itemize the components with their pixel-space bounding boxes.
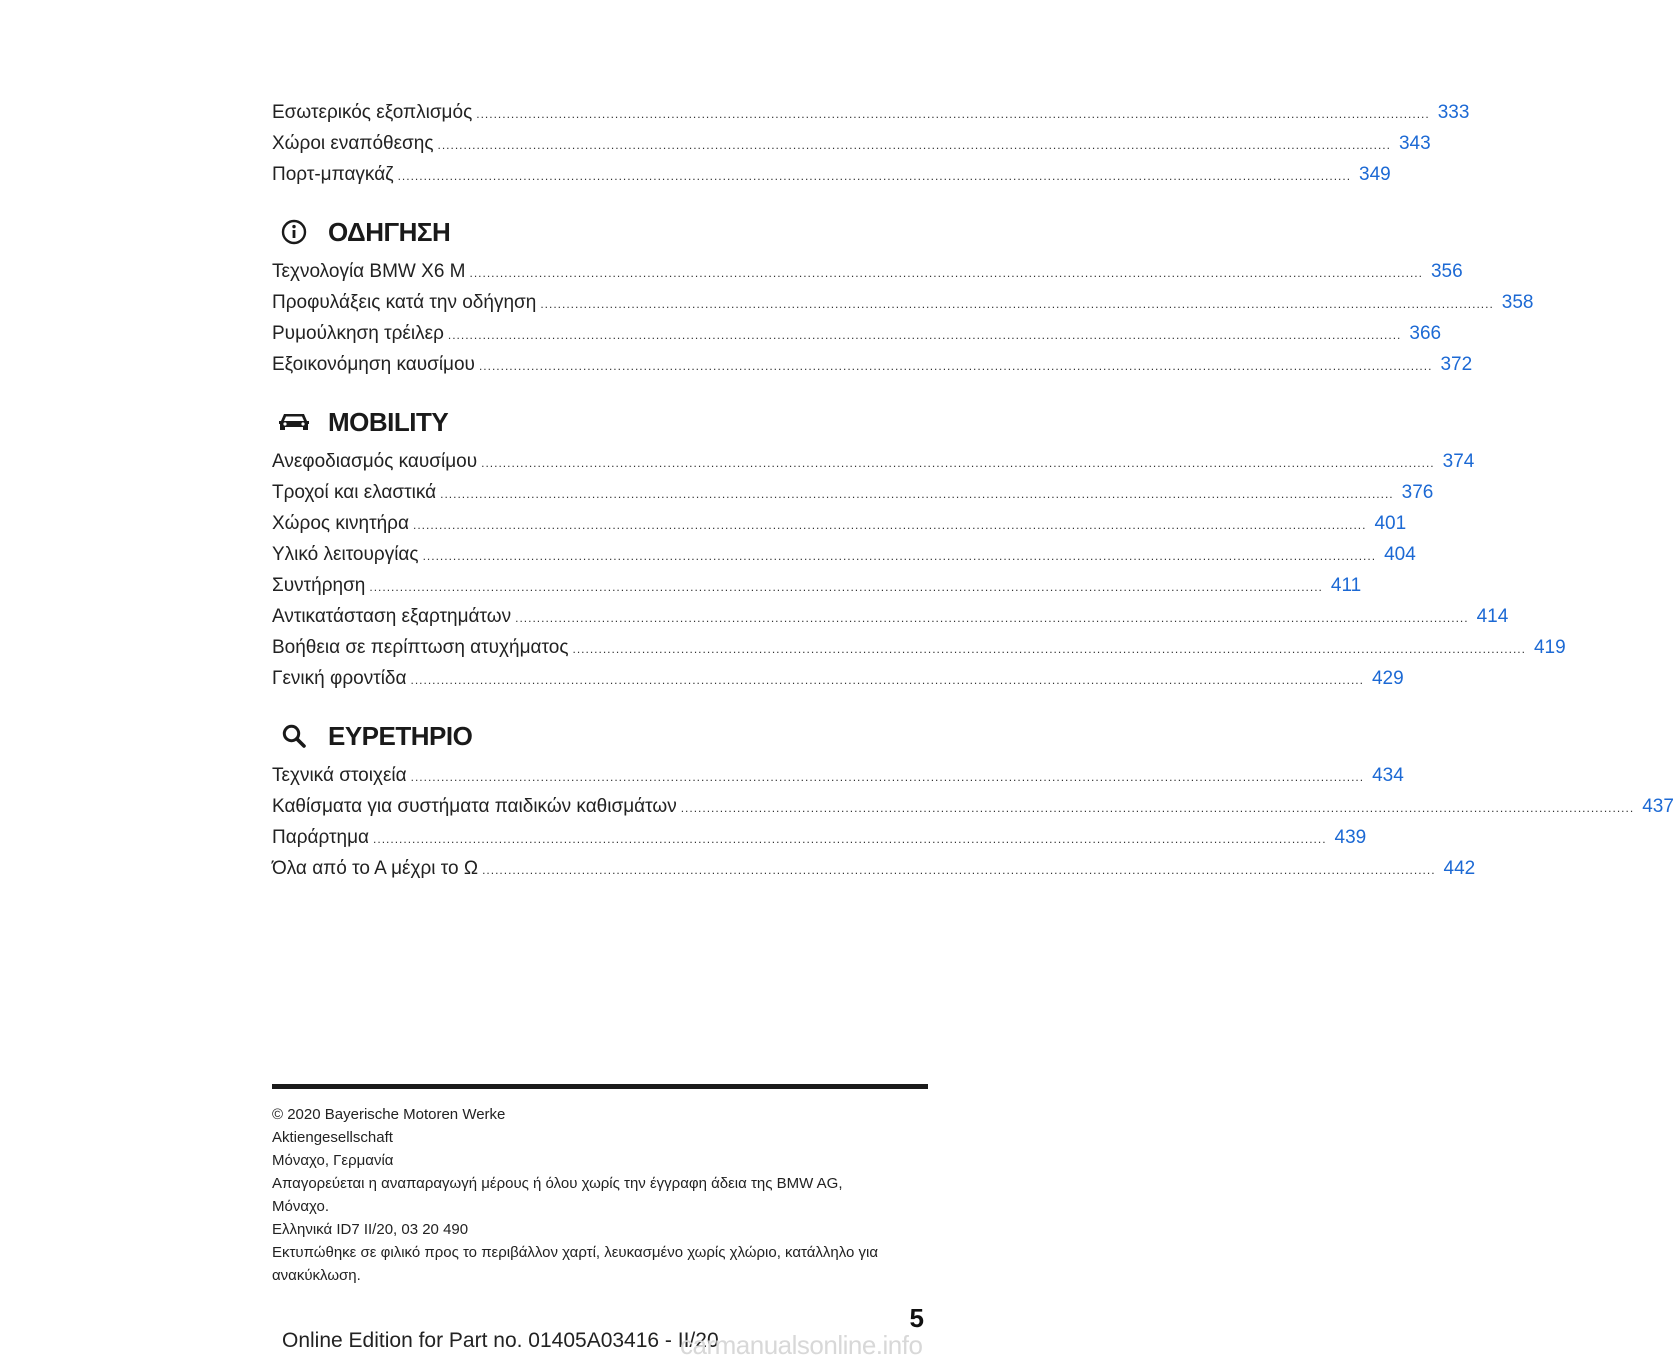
- footer-notes: [272, 1103, 912, 1287]
- dot-leader: ............................................................................................................................................................................................................................: [410, 770, 1365, 784]
- toc-entry[interactable]: [272, 102, 1470, 133]
- toc-entry-title: Όλα από το Α μέχρι το Ω: [272, 858, 479, 879]
- dot-leader: ............................................................................................................................................................................................................................: [397, 169, 1352, 183]
- toc-entry[interactable]: [272, 482, 1434, 513]
- toc-entry[interactable]: [272, 575, 1362, 606]
- toc-page-link[interactable]: 366: [1409, 323, 1442, 344]
- toc-page-link[interactable]: 414: [1476, 606, 1509, 627]
- toc-page-link[interactable]: 429: [1371, 668, 1404, 689]
- toc-entry-title: Τροχοί και ελαστικά: [272, 482, 437, 503]
- table-of-contents: [272, 102, 1674, 889]
- dot-leader: ............................................................................................................................................................................................................................: [412, 518, 1367, 532]
- section-heading: [272, 399, 928, 445]
- footer-line: Μόναχο, Γερμανία: [272, 1152, 394, 1169]
- toc-entry[interactable]: [272, 513, 1407, 544]
- toc-page-link[interactable]: 343: [1398, 133, 1431, 154]
- toc-entry-title: Τεχνολογία BMW X6 M: [272, 261, 466, 282]
- toc-entry-title: Προφυλάξεις κατά την οδήγηση: [272, 292, 537, 313]
- footer-line: Μόναχο.: [272, 1198, 329, 1215]
- toc-entry[interactable]: [272, 668, 1404, 699]
- toc-page-link[interactable]: 439: [1334, 827, 1367, 848]
- footer-line: Ελληνικά ID7 II/20, 03 20 490: [272, 1221, 469, 1238]
- section-title: MOBILITY: [328, 406, 449, 437]
- toc-entry[interactable]: [272, 261, 1463, 292]
- toc-entry-title: Ανεφοδιασμός καυσίμου: [272, 451, 478, 472]
- toc-page-link[interactable]: 376: [1401, 482, 1434, 503]
- toc-page-link[interactable]: 356: [1430, 261, 1463, 282]
- page-number: 5: [909, 1303, 924, 1333]
- footer-line: Aktiengesellschaft: [272, 1129, 393, 1146]
- toc-entry-title: Τεχνικά στοιχεία: [272, 765, 407, 786]
- online-edition-label: Online Edition for Part no. 01405A03416 - II/20: [282, 1329, 719, 1352]
- dot-leader: ............................................................................................................................................................................................................................: [680, 801, 1635, 815]
- toc-entry[interactable]: [272, 606, 1509, 637]
- toc-page-link[interactable]: 437: [1642, 796, 1674, 817]
- toc-entry[interactable]: [272, 323, 1442, 354]
- dot-leader: ............................................................................................................................................................................................................................: [478, 359, 1433, 373]
- dot-leader: ............................................................................................................................................................................................................................: [410, 673, 1364, 687]
- dot-leader: ............................................................................................................................................................................................................................: [572, 642, 1526, 656]
- toc-entry-title: Συντήρηση: [272, 575, 366, 596]
- toc-entry-title: Βοήθεια σε περίπτωση ατυχήματος: [272, 637, 569, 658]
- toc-entry-title: Εξοικονόμηση καυσίμου: [272, 354, 475, 375]
- toc-page-link[interactable]: 442: [1443, 858, 1476, 879]
- toc-entry-title: Πορτ-μπαγκάζ: [272, 164, 394, 185]
- dot-leader: ............................................................................................................................................................................................................................: [469, 266, 1423, 280]
- toc-entry[interactable]: [272, 637, 1566, 668]
- toc-entry[interactable]: [272, 164, 1391, 195]
- toc-entry-title: Καθίσματα για συστήματα παιδικών καθισμάτων: [272, 796, 677, 817]
- toc-page-link[interactable]: 434: [1372, 765, 1404, 786]
- dot-leader: ............................................................................................................................................................................................................................: [422, 549, 1377, 563]
- toc-entry-title: Εσωτερικός εξοπλισμός: [272, 102, 473, 123]
- toc-page-link[interactable]: 401: [1374, 513, 1407, 534]
- toc-entry[interactable]: [272, 451, 1475, 482]
- toc-page-link[interactable]: 358: [1501, 292, 1534, 313]
- toc-page-link[interactable]: 372: [1440, 354, 1473, 375]
- search-icon: [274, 720, 314, 752]
- toc-entry-title: Χώρος κινητήρα: [272, 513, 409, 534]
- dot-leader: ............................................................................................................................................................................................................................: [476, 107, 1430, 121]
- toc-entry-title: Ρυμούλκηση τρέιλερ: [272, 323, 444, 344]
- toc-entry[interactable]: [272, 796, 1674, 827]
- dot-leader: ............................................................................................................................................................................................................................: [540, 297, 1494, 311]
- car-icon: [274, 406, 314, 438]
- dot-leader: ............................................................................................................................................................................................................................: [440, 487, 1394, 501]
- section-heading: [272, 209, 928, 255]
- section-heading: [272, 713, 928, 759]
- toc-entry[interactable]: [272, 765, 1404, 796]
- watermark: carmanualsonline.info: [680, 1330, 923, 1360]
- footer-divider: [272, 1084, 928, 1089]
- toc-entry[interactable]: [272, 827, 1367, 858]
- toc-entry-title: Χώροι εναπόθεσης: [272, 133, 434, 154]
- toc-entry-title: Αντικατάσταση εξαρτημάτων: [272, 606, 512, 627]
- toc-entry-title: Παράρτημα: [272, 827, 370, 848]
- toc-page-link[interactable]: 411: [1330, 575, 1362, 596]
- dot-leader: ............................................................................................................................................................................................................................: [369, 580, 1323, 594]
- dot-leader: ............................................................................................................................................................................................................................: [437, 138, 1391, 152]
- toc-page-link[interactable]: 333: [1437, 102, 1470, 123]
- dot-leader: ............................................................................................................................................................................................................................: [447, 328, 1402, 342]
- toc-entry[interactable]: [272, 858, 1476, 889]
- toc-entry-title: Γενική φροντίδα: [272, 668, 407, 689]
- toc-page-link[interactable]: 349: [1359, 164, 1391, 185]
- dot-leader: ............................................................................................................................................................................................................................: [482, 863, 1436, 877]
- footer-line: © 2020 Bayerische Motoren Werke: [272, 1106, 506, 1123]
- dot-leader: ............................................................................................................................................................................................................................: [481, 456, 1435, 470]
- section-title: ΕΥΡΕΤΗΡΙΟ: [328, 720, 473, 751]
- toc-entry[interactable]: [272, 354, 1473, 385]
- toc-entry[interactable]: [272, 292, 1534, 323]
- info-icon: [274, 216, 314, 248]
- toc-entry[interactable]: [272, 133, 1431, 164]
- dot-leader: ............................................................................................................................................................................................................................: [373, 832, 1327, 846]
- toc-entry[interactable]: [272, 544, 1416, 575]
- footer-line: ανακύκλωση.: [272, 1267, 361, 1284]
- toc-entry-title: Υλικό λειτουργίας: [272, 544, 419, 565]
- toc-page-link[interactable]: 404: [1384, 544, 1416, 565]
- section-title: ΟΔΗΓΗΣΗ: [328, 216, 451, 247]
- dot-leader: ............................................................................................................................................................................................................................: [515, 611, 1469, 625]
- footer-line: Απαγορεύεται η αναπαραγωγή μέρους ή όλου χωρίς την έγγραφη άδεια της BMW AG,: [272, 1175, 843, 1192]
- toc-page-link[interactable]: 374: [1442, 451, 1475, 472]
- toc-page-link[interactable]: 419: [1533, 637, 1566, 658]
- footer-line: Εκτυπώθηκε σε φιλικό προς το περιβάλλον χαρτί, λευκασμένο χωρίς χλώριο, κατάλληλο για: [272, 1244, 879, 1261]
